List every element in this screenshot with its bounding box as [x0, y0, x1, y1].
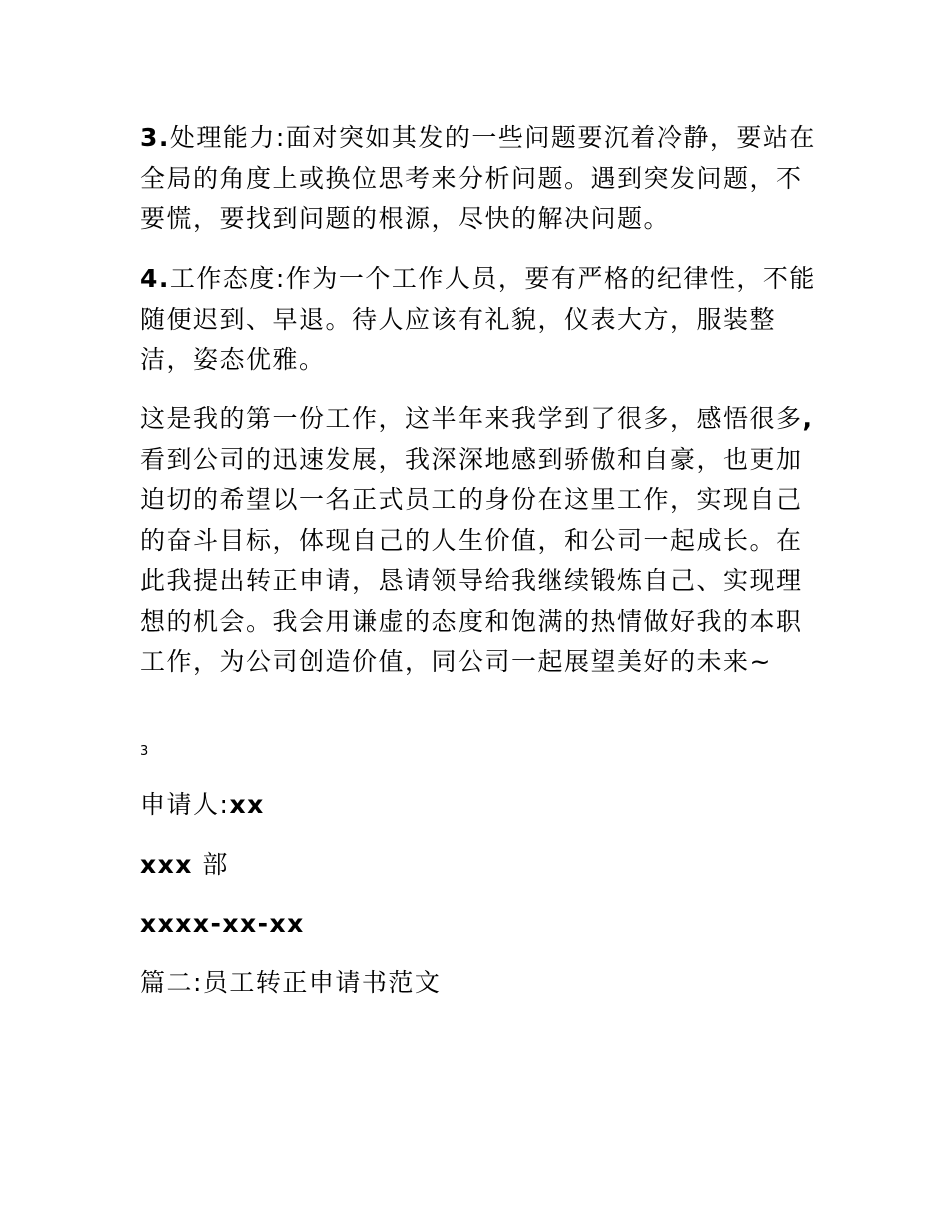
application-date: xxxx-xx-xx	[140, 909, 305, 938]
date-line	[140, 907, 305, 941]
applicant-label: 申请人:	[140, 790, 230, 819]
item-number: 4.	[140, 264, 170, 293]
department-suffix: 部	[192, 850, 229, 879]
page-number: 3	[140, 744, 149, 759]
department-code: xxx	[140, 850, 193, 879]
item-heading: 处理能力:	[169, 123, 286, 152]
item-text: 作为一个工作人员，要有严格的纪律性，不能随便迟到、早退。待人应该有礼貌，仪表大方，服装整洁，姿态优雅。	[140, 264, 816, 374]
closing-text-start: 这是我的第一份工作，这半年来我学到了很多，感悟很多	[140, 404, 803, 433]
paragraph-closing-statement	[140, 399, 820, 683]
next-section-title: 篇二:员工转正申请书范文	[140, 968, 442, 997]
item-heading: 工作态度:	[169, 264, 286, 293]
item-number: 3.	[140, 123, 170, 152]
closing-text-end: 看到公司的迅速发展，我深深地感到骄傲和自豪，也更加迫切的希望以一名正式员工的身份在这里工作，实现自己的奋斗目标，体现自己的人生价值，和公司一起成长。在此我提出转正申请，恳请领导给我继续锻炼自己、实现理想的机会。我会用谦虚的态度和饱满的热情做好我的本职工作，为公司创造价值，同公司一起展望美好的未来~	[140, 444, 803, 676]
closing-comma: ,	[802, 404, 814, 433]
applicant-line	[140, 788, 265, 822]
item-text: 面对突如其发的一些问题要沉着冷静，要站在全局的角度上或换位思考来分析问题。遇到突发问题，不要慌，要找到问题的根源，尽快的解决问题。	[140, 123, 816, 233]
applicant-name: xx	[229, 790, 265, 819]
department-line	[140, 848, 229, 882]
paragraph-work-attitude	[140, 259, 820, 381]
paragraph-processing-ability	[140, 118, 820, 240]
